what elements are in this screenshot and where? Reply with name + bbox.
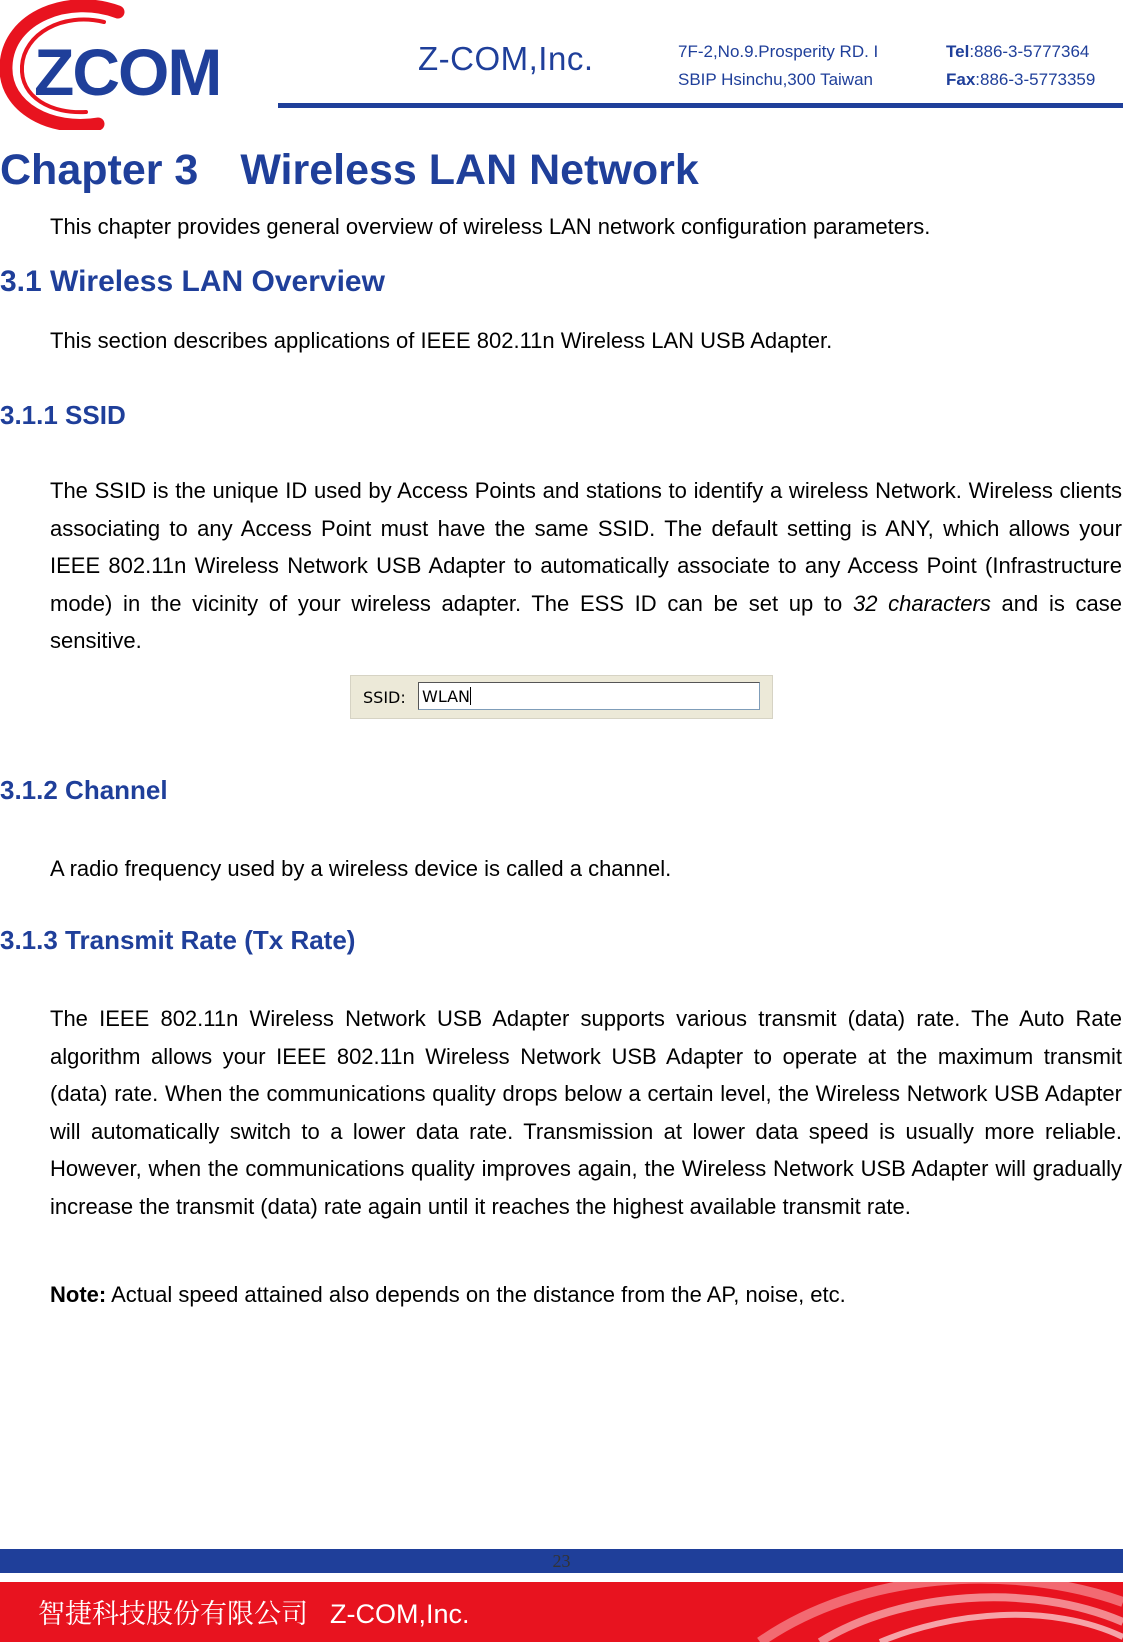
note-text: Actual speed attained also depends on the distance from the AP, noise, etc. [106, 1282, 846, 1307]
ssid-input [418, 682, 760, 710]
ssid-text-emphasis: 32 characters [852, 590, 991, 616]
chapter-number: Chapter 3 [0, 146, 199, 194]
zcom-logo [0, 0, 280, 130]
ssid-input-value: WLAN [422, 687, 471, 706]
address-line-2: SBIP Hsinchu,300 Taiwan [678, 70, 873, 89]
section-heading-3-1-3: 3.1.3 Transmit Rate (Tx Rate) [0, 925, 356, 955]
footer-company-cn: 智捷科技股份有限公司 [38, 1599, 308, 1630]
address-line-1: 7F-2,No.9.Prosperity RD. I [678, 42, 879, 61]
fax-value: :886-3-5773359 [975, 70, 1096, 89]
header-divider [278, 103, 1123, 108]
section-3-1-text: This section describes applications of IEEE 802.11n Wireless LAN USB Adapter. [50, 328, 833, 353]
section-heading-3-1: 3.1 Wireless LAN Overview [0, 265, 385, 298]
ssid-screenshot [350, 675, 773, 719]
section-heading-3-1-1: 3.1.1 SSID [0, 400, 126, 430]
company-contact [946, 38, 1095, 94]
company-address [678, 38, 878, 94]
tel-value: :886-3-5777364 [969, 42, 1090, 61]
ssid-text-end: and is case sensitive. [50, 590, 1122, 653]
ssid-text-start: The SSID is the unique ID used by Access Points and stations to identify a wireless Network. Wireless clients associating to any Access Point must have the same SSID. The default setting is ANY, which allows your IEEE 802.11n Wireless Network USB Adapter to automatically associate to any Access Point (Infrastructure mode) in the vicinity of your wireless adapter. The ESS ID can be set up to [50, 478, 1122, 616]
footer-company [38, 1592, 470, 1631]
company-name: Z-COM,Inc. [418, 40, 594, 77]
page-number: 23 [552, 1551, 571, 1571]
svg-text:ZCOM: ZCOM [34, 35, 221, 109]
footer-company-en: Z-COM,Inc. [330, 1599, 470, 1629]
tel-label: Tel [946, 42, 970, 61]
chapter-intro: This chapter provides general overview of wireless LAN network configuration parameters. [50, 214, 931, 239]
footer-red-band [0, 1582, 1123, 1642]
text-caret [470, 687, 471, 705]
section-3-1-3-text: The IEEE 802.11n Wireless Network USB Adapter supports various transmit (data) rate. The Auto Rate algorithm allows your IEEE 802.11n Wireless Network USB Adapter to operate at the maximum transmit (data) rate. When the communications quality drops below a certain level, the Wireless Network USB Adapter will automatically switch to a lower data rate. Transmission at lower data speed is usually more reliable. However, when the communications quality improves again, the Wireless Network USB Adapter will gradually increase the transmit (data) rate again until it reaches the highest available transmit rate. [50, 1006, 1122, 1219]
note [50, 1276, 846, 1314]
page-header [0, 0, 1123, 130]
tel-line [946, 38, 1095, 66]
fax-line [946, 66, 1095, 94]
section-heading-3-1-2: 3.1.2 Channel [0, 775, 168, 805]
note-label: Note: [50, 1282, 107, 1307]
ssid-label: SSID: [363, 688, 406, 707]
chapter-title [0, 146, 699, 195]
footer-gap [0, 1573, 1123, 1582]
fax-label: Fax [946, 70, 976, 89]
chapter-name: Wireless LAN Network [240, 146, 699, 194]
ssid-description [50, 472, 1122, 660]
section-3-1-2-text: A radio frequency used by a wireless device is called a channel. [50, 856, 672, 881]
